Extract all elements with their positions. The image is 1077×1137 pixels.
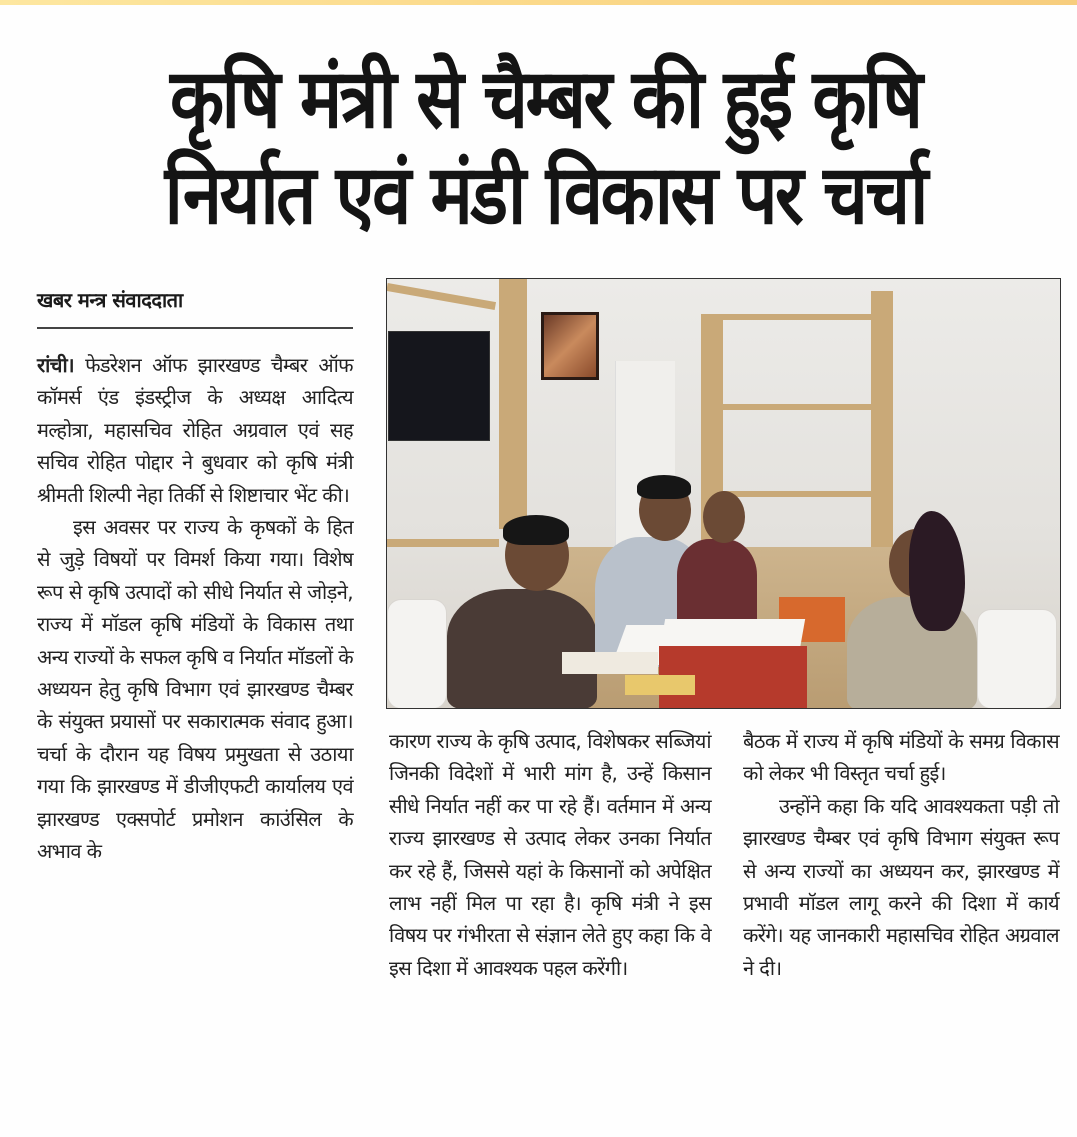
photo-chair — [977, 609, 1057, 709]
news-photo — [386, 278, 1061, 709]
photo-person-1-hair — [503, 515, 569, 545]
photo-papers — [562, 652, 658, 674]
photo-chair — [387, 599, 447, 709]
photo-television — [388, 331, 490, 441]
photo-wood-rail — [387, 539, 499, 547]
article-column-3 — [743, 725, 1059, 984]
photo-wood-rail — [723, 314, 873, 320]
headline-line-2: निर्यात एवं मंडी विकास पर चर्चा — [164, 148, 926, 243]
paragraph-1-text: फेडरेशन ऑफ झारखण्ड चैम्बर ऑफ कॉमर्स एंड इंडस्ट्रीज के अध्यक्ष आदित्य मल्होत्रा, महासचिव रोहित अग्रवाल एवं सह सचिव रोहित पोद्दार ने बुधवार को कृषि मंत्री श्रीमती शिल्पी नेहा तिर्की से शिष्टाचार भेंट की। — [37, 353, 353, 507]
article-paragraph-4: बैठक में राज्य में कृषि मंडियों के समग्र विकास को लेकर भी विस्तृत चर्चा हुई। — [743, 729, 1059, 786]
article-paragraph-5: उन्होंने कहा कि यदि आवश्यकता पड़ी तो झारखण्ड चैम्बर एवं कृषि विभाग संयुक्त रूप से अन्य राज्यों का अध्ययन कर, झारखण्ड में प्रभावी मॉडल लागू करने की दिशा में कार्य करेंगे। यह जानकारी महासचिव रोहित अग्रवाल ने दी। — [743, 793, 1059, 980]
photo-wood-pillar — [499, 279, 527, 529]
article-column-1 — [37, 349, 353, 868]
byline: खबर मन्त्र संवाददाता — [37, 288, 183, 312]
photo-wood-pillar — [871, 291, 893, 551]
article-column-2 — [389, 725, 711, 984]
photo-person-3-head — [703, 491, 745, 543]
photo-person-1-suit — [447, 589, 597, 709]
headline-line-1: कृषि मंत्री से चैम्बर की हुई कृषि — [170, 52, 921, 147]
photo-wall-portrait — [541, 312, 599, 380]
photo-person-2-hair — [637, 475, 691, 499]
headline — [40, 52, 1051, 244]
article-paragraph-1 — [37, 349, 353, 511]
top-color-strip — [0, 0, 1077, 5]
photo-person-3-suit — [677, 539, 757, 629]
photo-desk-items — [625, 675, 695, 695]
article-paragraph-3: कारण राज्य के कृषि उत्पाद, विशेषकर सब्जियां जिनकी विदेशों में भारी मांग है, उन्हें किसान सीधे निर्यात नहीं कर पा रहे हैं। वर्तमान में अन्य राज्य झारखण्ड से उत्पाद लेकर उनका निर्यात कर रहे हैं, जिससे यहां के किसानों को अपेक्षित लाभ नहीं मिल पा रहा है। कृषि मंत्री ने इस विषय पर गंभीरता से संज्ञान लेते हुए कहा कि वे इस दिशा में आवश्यक पहल करेंगी। — [389, 729, 711, 980]
dateline: रांची। — [37, 353, 75, 377]
byline-divider — [37, 327, 353, 329]
photo-wood-rail — [723, 404, 873, 410]
photo-wood-rail — [723, 491, 873, 497]
article-paragraph-2: इस अवसर पर राज्य के कृषकों के हित से जुड़े विषयों पर विमर्श किया गया। विशेष रूप से कृषि उत्पादों को सीधे निर्यात से जोड़ने, राज्य में मॉडल कृषि मंडियों के विकास तथा अन्य राज्यों के सफल कृषि व निर्यात मॉडलों के अध्ययन हेतु कृषि विभाग एवं झारखण्ड चैम्बर के संयुक्त प्रयासों पर सकारात्मक संवाद हुआ। चर्चा के दौरान यह विषय प्रमुखता से उठाया गया कि झारखण्ड में डीजीएफटी कार्यालय एवं झारखण्ड एक्सपोर्ट प्रमोशन काउंसिल के अभाव के — [37, 515, 353, 864]
